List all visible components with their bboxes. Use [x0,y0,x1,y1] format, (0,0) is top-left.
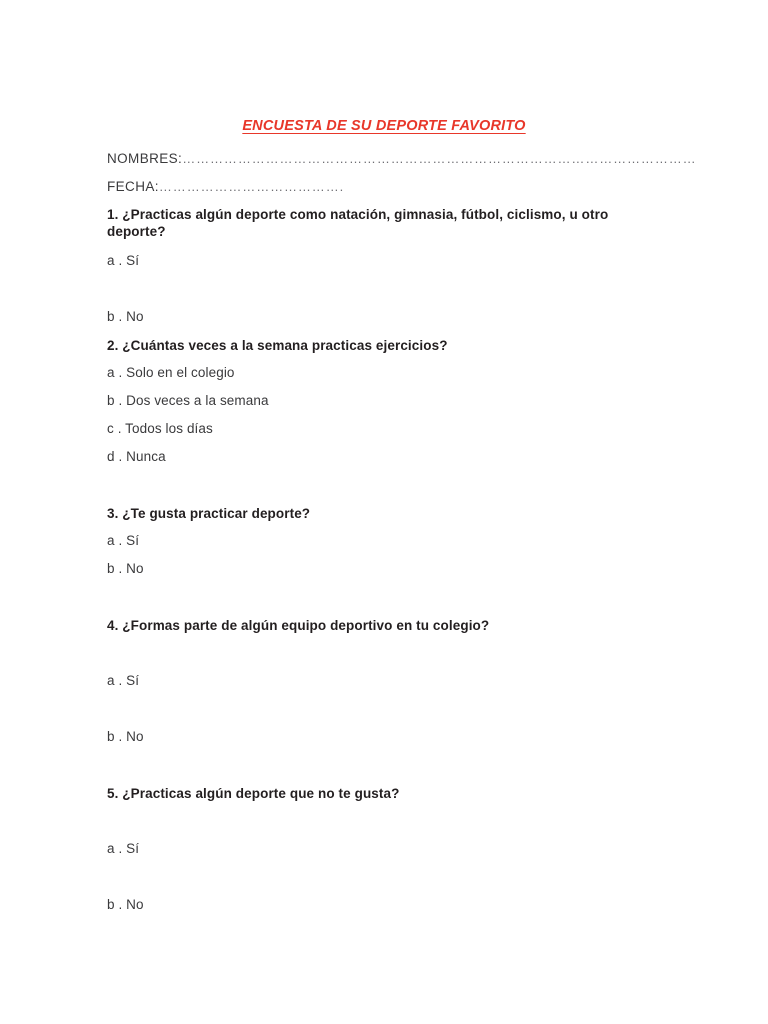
question-3-text: 3. ¿Te gusta practicar deporte? [107,506,311,521]
field-nombres-label: NOMBRES: [107,151,183,166]
question-1-option-a[interactable]: a . Sí [107,253,140,268]
question-2-option-b[interactable]: b . Dos veces a la semana [107,393,269,408]
question-1-text: 1. ¿Practicas algún deporte como natación, gimnasia, fútbol, ciclismo, u otro deporte? [107,207,609,239]
page-title: ENCUESTA DE SU DEPORTE FAVORITO [242,118,526,134]
field-fecha-blank-line[interactable]: …………………………………. [158,179,345,194]
field-fecha-label: FECHA: [107,179,159,194]
question-4-option-b[interactable]: b . No [107,729,144,744]
question-1-option-b[interactable]: b . No [107,309,144,324]
question-4-text: 4. ¿Formas parte de algún equipo deportivo en tu colegio? [107,618,490,633]
field-nombres [107,151,697,166]
question-3-option-b[interactable]: b . No [107,561,144,576]
question-2-option-d[interactable]: d . Nunca [107,449,166,464]
question-2-option-a[interactable]: a . Solo en el colegio [107,365,235,380]
question-5-option-a[interactable]: a . Sí [107,841,140,856]
field-fecha [107,179,344,194]
question-2-option-c[interactable]: c . Todos los días [107,421,213,436]
question-3-option-a[interactable]: a . Sí [107,533,140,548]
question-2-text: 2. ¿Cuántas veces a la semana practicas ejercicios? [107,338,448,353]
question-4-option-a[interactable]: a . Sí [107,673,140,688]
field-nombres-blank-line[interactable]: ………………………………………………………………………………………………… [182,151,697,166]
question-5-text: 5. ¿Practicas algún deporte que no te gusta? [107,786,400,801]
question-5-option-b[interactable]: b . No [107,897,144,912]
